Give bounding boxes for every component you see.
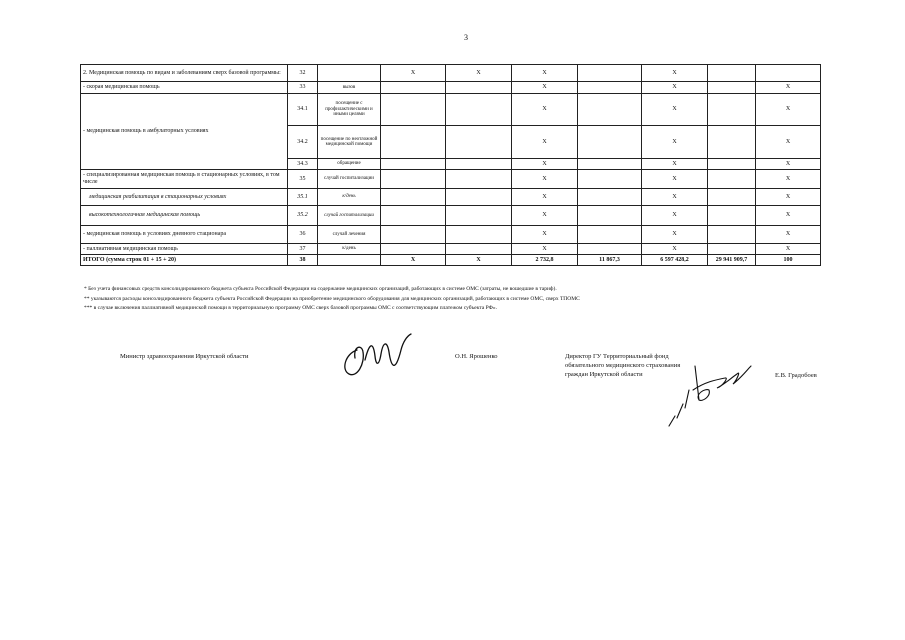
row-cell xyxy=(381,244,446,255)
row-cell: Х xyxy=(642,94,708,126)
row-unit: случай госпитализации xyxy=(318,170,381,189)
page-number: 3 xyxy=(464,33,468,42)
row-cell: Х xyxy=(642,226,708,244)
minister-title: Министр здравоохранения Иркутской области xyxy=(120,353,249,360)
row-cell: Х xyxy=(642,159,708,170)
row-code: 34.3 xyxy=(288,159,318,170)
row-cell xyxy=(708,226,756,244)
table-row-total xyxy=(81,255,821,266)
row-code: 38 xyxy=(288,255,318,266)
row-cell xyxy=(578,170,642,189)
footnotes xyxy=(84,285,804,314)
footnote: *** в случае включения паллиативной медицинской помощи в территориальную программу ОМС сверх базовой программы ОМС с соответствующим платежом субъекта РФ». xyxy=(84,305,498,311)
row-cell: Х xyxy=(512,94,578,126)
row-cell: Х xyxy=(446,255,512,266)
row-unit xyxy=(318,65,381,82)
row-cell: Х xyxy=(756,159,821,170)
row-cell: 11 867,3 xyxy=(578,255,642,266)
minister-name: О.Н. Ярошенко xyxy=(455,353,498,360)
row-cell: Х xyxy=(642,189,708,206)
director-name: Е.В. Градобоев xyxy=(775,372,817,379)
row-name: - медицинская помощь в условиях дневного стационара xyxy=(81,226,288,244)
row-cell xyxy=(578,65,642,82)
row-name: 2. Медицинская помощь по видам и заболеваниям сверх базовой программы: xyxy=(81,65,288,82)
table-row xyxy=(81,170,821,189)
row-cell: Х xyxy=(446,65,512,82)
row-cell xyxy=(708,65,756,82)
row-cell xyxy=(381,94,446,126)
row-code: 33 xyxy=(288,82,318,94)
row-cell xyxy=(381,159,446,170)
table-row xyxy=(81,206,821,226)
row-code: 35.2 xyxy=(288,206,318,226)
row-cell: Х xyxy=(642,206,708,226)
row-cell xyxy=(446,82,512,94)
row-cell xyxy=(708,189,756,206)
row-cell: Х xyxy=(756,82,821,94)
row-cell: Х xyxy=(512,159,578,170)
row-cell xyxy=(578,159,642,170)
row-name: ИТОГО (сумма строк 01 + 15 + 20) xyxy=(81,255,288,266)
row-cell: Х xyxy=(756,170,821,189)
minister-signature xyxy=(335,330,415,385)
row-cell xyxy=(708,206,756,226)
row-cell: Х xyxy=(512,226,578,244)
row-cell: Х xyxy=(642,65,708,82)
row-cell xyxy=(381,226,446,244)
row-cell xyxy=(381,170,446,189)
director-signature xyxy=(655,360,765,430)
row-cell: 29 941 909,7 xyxy=(708,255,756,266)
row-cell xyxy=(578,206,642,226)
row-cell: Х xyxy=(512,206,578,226)
row-code: 36 xyxy=(288,226,318,244)
row-cell: Х xyxy=(756,244,821,255)
row-name: - медицинская помощь в амбулаторных условиях xyxy=(81,94,288,170)
row-cell: Х xyxy=(756,226,821,244)
row-cell: Х xyxy=(512,65,578,82)
footnote: ** указываются расходы консолидированного бюджета субъекта Российской Федерации на приобретение медицинского оборудования для медицинских организаций, работающих в системе ОМС, сверх ТПОМС xyxy=(84,295,580,302)
row-cell xyxy=(708,94,756,126)
row-cell xyxy=(446,226,512,244)
table-row xyxy=(81,94,821,126)
row-cell xyxy=(578,244,642,255)
row-unit: обращение xyxy=(318,159,381,170)
row-unit: случай лечения xyxy=(318,226,381,244)
row-cell: Х xyxy=(512,126,578,159)
row-cell xyxy=(446,126,512,159)
row-name: медицинская реабилитация в стационарных условиях xyxy=(81,189,288,206)
row-code: 35.1 xyxy=(288,189,318,206)
row-cell: 2 732,8 xyxy=(512,255,578,266)
row-cell: Х xyxy=(756,94,821,126)
row-unit: случай госпитализации xyxy=(318,206,381,226)
table-row xyxy=(81,244,821,255)
row-cell xyxy=(708,126,756,159)
row-cell xyxy=(578,189,642,206)
row-cell xyxy=(446,94,512,126)
row-cell xyxy=(446,159,512,170)
row-cell xyxy=(381,189,446,206)
row-cell: Х xyxy=(642,126,708,159)
row-name: - специализированная медицинская помощь в стационарных условиях, в том числе xyxy=(81,170,288,189)
row-cell xyxy=(446,170,512,189)
row-cell xyxy=(578,126,642,159)
row-cell: Х xyxy=(512,189,578,206)
row-cell: Х xyxy=(642,82,708,94)
row-cell xyxy=(708,244,756,255)
footnote: * Без учета финансовых средств консолидированного бюджета субъекта Российской Федерации на содержание медицинских организаций, работающих в системе ОМС (затраты, не вошедшие в тариф). xyxy=(84,286,557,292)
row-cell xyxy=(381,82,446,94)
row-cell: Х xyxy=(512,244,578,255)
table-row xyxy=(81,65,821,82)
row-cell xyxy=(708,170,756,189)
row-cell xyxy=(578,94,642,126)
row-cell xyxy=(381,206,446,226)
row-code: 34.2 xyxy=(288,126,318,159)
row-cell: Х xyxy=(381,255,446,266)
row-cell xyxy=(578,226,642,244)
row-unit: к/день xyxy=(318,189,381,206)
row-cell xyxy=(446,244,512,255)
director-title-line: Директор ГУ Территориальный фонд xyxy=(565,353,669,360)
row-cell xyxy=(446,206,512,226)
row-cell: Х xyxy=(642,170,708,189)
row-unit: посещение по неотложной медицинской помощи xyxy=(318,126,381,159)
row-code: 34.1 xyxy=(288,94,318,126)
row-code: 32 xyxy=(288,65,318,82)
row-cell: Х xyxy=(512,170,578,189)
row-cell xyxy=(381,126,446,159)
row-code: 35 xyxy=(288,170,318,189)
table-row xyxy=(81,189,821,206)
director-title-line: обязательного медицинского страхования xyxy=(565,362,681,369)
row-name: высокотехнологичная медицинская помощь xyxy=(81,206,288,226)
row-cell: Х xyxy=(756,189,821,206)
row-cell: Х xyxy=(642,244,708,255)
director-title-line: граждан Иркутской области xyxy=(565,371,643,378)
row-code: 37 xyxy=(288,244,318,255)
row-cell xyxy=(708,159,756,170)
row-cell xyxy=(446,189,512,206)
row-name: - паллиативная медицинская помощь xyxy=(81,244,288,255)
table-row xyxy=(81,82,821,94)
row-cell xyxy=(756,65,821,82)
financing-table xyxy=(80,64,821,266)
row-name: - скорая медицинская помощь xyxy=(81,82,288,94)
row-cell: Х xyxy=(381,65,446,82)
row-cell: Х xyxy=(756,206,821,226)
row-cell xyxy=(578,82,642,94)
row-cell: Х xyxy=(512,82,578,94)
table-row xyxy=(81,226,821,244)
row-cell: Х xyxy=(756,126,821,159)
row-unit: вызов xyxy=(318,82,381,94)
row-unit xyxy=(318,255,381,266)
row-unit: к/день xyxy=(318,244,381,255)
row-cell: 100 xyxy=(756,255,821,266)
row-cell: 6 597 428,2 xyxy=(642,255,708,266)
row-cell xyxy=(708,82,756,94)
row-unit: посещение с профилактическими и иными целями xyxy=(318,94,381,126)
